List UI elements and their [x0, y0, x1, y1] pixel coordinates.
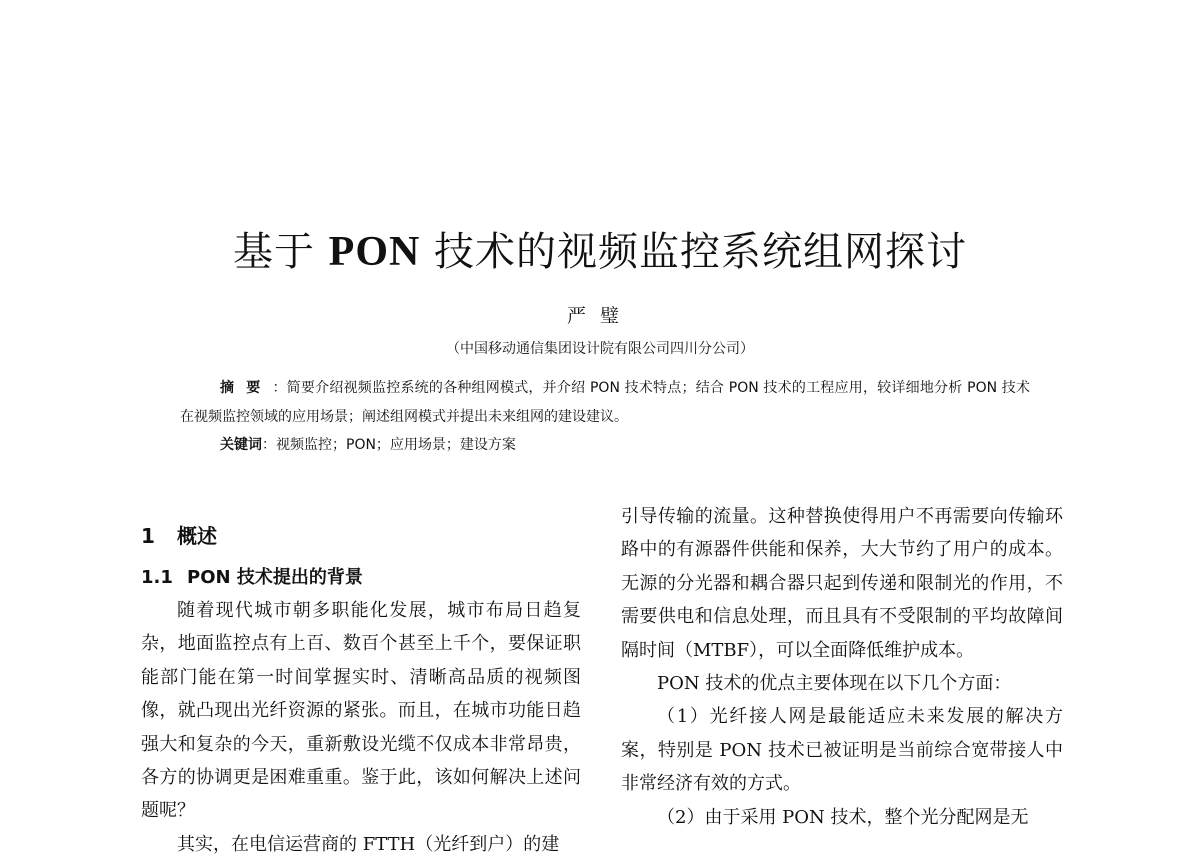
right-paragraph-2: （1）光纤接人网是最能适应未来发展的解决方案，特别是 PON 技术已被证明是当前综合宽带接人中非常经济有效的方式。	[621, 706, 1063, 795]
keywords	[220, 432, 1030, 458]
section-1-title: 概述	[177, 524, 217, 548]
title-suffix: 技术的视频监控系统组网探讨	[434, 229, 968, 275]
section-1-1-heading	[141, 561, 581, 594]
paper-title	[0, 226, 1200, 278]
right-paragraph-3: （2）由于采用 PON 技术，整个光分配网是无	[657, 806, 1029, 828]
author-name: 严璧	[566, 305, 633, 327]
keywords-text: ：视频监控；PON；应用场景；建设方案	[262, 437, 516, 453]
title-prefix: 基于	[232, 229, 315, 275]
section-1-number: 1	[141, 524, 155, 548]
section-1-1-title: PON 技术提出的背景	[187, 567, 363, 588]
left-paragraph-1: 随着现代城市朝多职能化发展，城市布局日趋复杂，地面监控点有上百、数百个甚至上千个，要保证职能部门能在第一时间掌握实时、清晰高品质的视频图像，就凸现出光纤资源的紧张。而且，在城市功能日趋强大和复杂的今天，重新敷设光缆不仅成本非常昂贵，各方的协调更是困难重重。鉴于此，该如何解决上述问题呢？	[141, 600, 581, 822]
abstract	[180, 374, 1030, 432]
left-column	[141, 500, 581, 861]
right-column	[621, 500, 1063, 834]
author-affiliation: （中国移动通信集团设计院有限公司四川分公司）	[446, 341, 754, 357]
title-pon: PON	[328, 229, 421, 275]
abstract-label: 摘要	[220, 380, 273, 396]
left-paragraph-2: 其实，在电信运营商的 FTTH（光纤到户）的建	[177, 833, 560, 855]
right-paragraph-1: PON 技术的优点主要体现在以下几个方面：	[657, 673, 1012, 695]
section-1-heading	[141, 522, 581, 550]
keywords-label: 关键词	[220, 437, 262, 453]
abstract-text: ：简要介绍视频监控系统的各种组网模式，并介绍 PON 技术特点；结合 PON 技术的工程应用，较详细地分析 PON 技术在视频监控领域的应用场景；阐述组网模式并提出未来组网的建设建议。	[180, 380, 1030, 425]
right-paragraph-0: 引导传输的流量。这种替换使得用户不再需要向传输环路中的有源器件供能和保养，大大节约了用户的成本。无源的分光器和耦合器只起到传递和限制光的作用，不需要供电和信息处理，而且具有不受限制的平均故障间隔时间（MTBF），可以全面降低维护成本。	[621, 506, 1063, 661]
section-1-1-number: 1.1	[141, 567, 173, 588]
